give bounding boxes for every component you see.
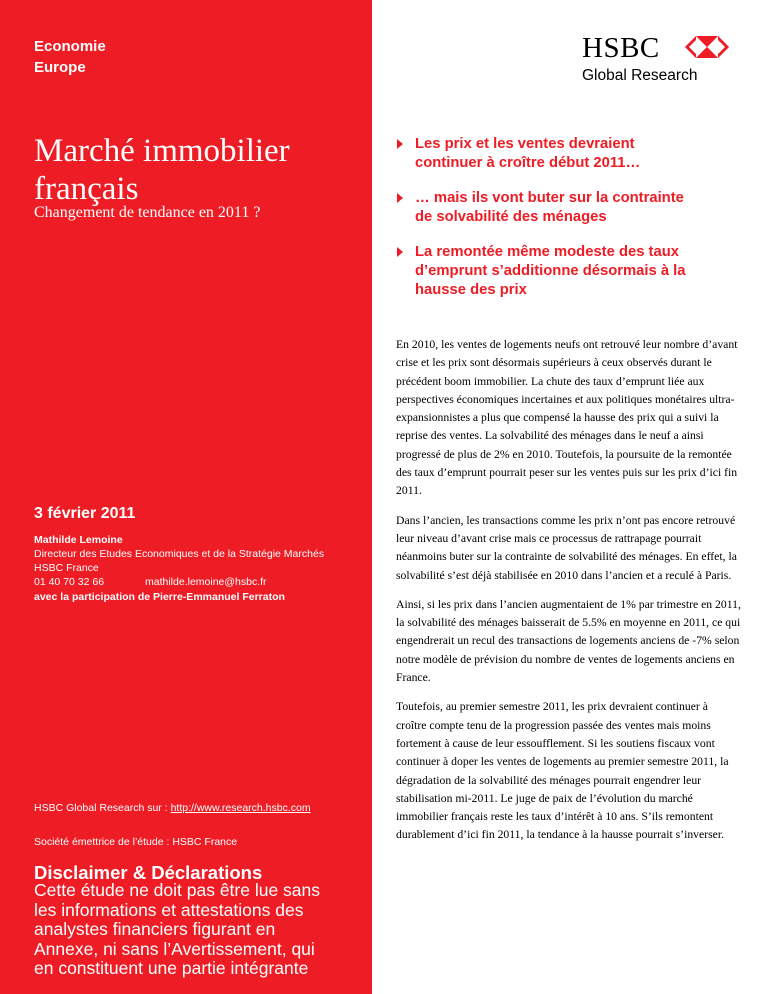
web-link-label: HSBC Global Research sur : [34, 802, 171, 814]
global-research-label: Global Research [582, 67, 698, 84]
author-name: Mathilde Lemoine [34, 534, 123, 546]
author-role: Directeur des Etudes Economiques et de la Stratégie Marchés [34, 548, 325, 560]
body-paragraph: Toutefois, au premier semestre 2011, les prix devraient continuer à croître compte tenu de la progression passée des ventes mais moins fortement à cause de leur essoufflement. Si les soutiens fiscaux vont continuer à doper les ventes de logements au premier semestre 2011, la dégradation de la solvabilité des ménages pourrait engendrer leur stabilisation mi-2011. Le juge de paix de l’évolution du marché immobilier français reste les taux d’intérêt à 10 ans. S’ils remontent durablement d’ici fin 2011, la tendance à la hausse pourrait s’inverser. [396, 700, 729, 842]
author-email[interactable]: mathilde.lemoine@hsbc.fr [145, 576, 267, 588]
key-point-line: … mais ils vont buter sur la contrainte [415, 190, 684, 206]
body-paragraph: En 2010, les ventes de logements neufs ont retrouvé leur nombre d’avant crise et les prix sont désormais supérieurs à ceux observés durant le précédent boom immobilier. La chute des taux d’emprunt liée aux perspectives économiques incertaines et aux politiques monétaires ultra-expansionnistes a plus que compensé la hausse des prix qui a suivi la reprise des ventes. La solvabilité des ménages dans le neuf a ainsi progressé de plus de 2% en 2010. Toutefois, la poursuite de la remontée des taux d’emprunt pourrait peser sur les ventes puis sur les prix d’ici fin 2011. [396, 338, 738, 498]
disclaimer-heading: Disclaimer & Déclarations [34, 862, 263, 883]
web-link-line [34, 802, 311, 814]
hsbc-hexagon-icon [685, 36, 729, 58]
disclaimer-line: en constituent une partie intégrante [34, 958, 309, 979]
hsbc-logo [582, 33, 732, 87]
key-point-line: de solvabilité des ménages [415, 209, 607, 225]
key-point-line: continuer à croître début 2011… [415, 155, 641, 171]
key-point-line: Les prix et les ventes devraient [415, 136, 635, 152]
section-label [34, 36, 106, 78]
disclaimer-text [34, 881, 364, 979]
disclaimer-line: analystes financiers figurant en [34, 919, 276, 940]
author-company: HSBC France [34, 562, 99, 574]
disclaimer-line: Cette étude ne doit pas être lue sans [34, 880, 321, 900]
hsbc-wordmark: HSBC [582, 32, 660, 64]
triangle-bullet-icon [397, 139, 403, 149]
publication-date: 3 février 2011 [34, 505, 136, 522]
report-title [34, 132, 290, 208]
body-text [396, 336, 741, 856]
body-paragraph: Dans l’ancien, les transactions comme les prix n’ont pas encore retrouvé leur niveau d’avant crise mais ce processus de rattrapage pourrait néanmoins buter sur la contrainte de solvabilité des ménages. En effet, la solvabilité s’est déjà stabilisée en 2010 dans l’ancien et a reculé à Paris. [396, 513, 737, 582]
key-point-line: d’emprunt s’additionne désormais à la [415, 263, 686, 279]
section-line-2: Europe [34, 59, 86, 76]
author-phone: 01 40 70 32 66 [34, 576, 105, 588]
disclaimer-line: Annexe, ni sans l’Avertissement, qui [34, 938, 315, 959]
issuer-note: Société émettrice de l’étude : HSBC France [34, 836, 238, 848]
key-point-line: hausse des prix [415, 282, 527, 298]
key-point-line: La remontée même modeste des taux [415, 244, 679, 260]
title-line-2: français [34, 171, 139, 207]
report-subtitle: Changement de tendance en 2011 ? [34, 204, 261, 221]
author-block [34, 533, 324, 589]
disclaimer-line: les informations et attestations des [34, 899, 304, 920]
key-point [395, 243, 735, 300]
key-point [395, 135, 735, 173]
key-points [395, 135, 735, 316]
section-line-1: Economie [34, 38, 106, 55]
body-paragraph: Ainsi, si les prix dans l’ancien augmentaient de 1% par trimestre en 2011, la solvabilité des ménages baisserait de 5.5% en moyenne en 2011, ce qui engendrerait un recul des transactions de logements anciens de -7% selon notre modèle de prévision du nombre de ventes de logements anciens en France. [396, 597, 741, 685]
title-line-1: Marché immobilier [34, 133, 290, 169]
research-website-link[interactable]: http://www.research.hsbc.com [170, 802, 311, 814]
key-point [395, 189, 735, 227]
triangle-bullet-icon [397, 193, 403, 203]
triangle-bullet-icon [397, 247, 403, 257]
collaboration-note: avec la participation de Pierre-Emmanuel Ferraton [34, 591, 285, 603]
